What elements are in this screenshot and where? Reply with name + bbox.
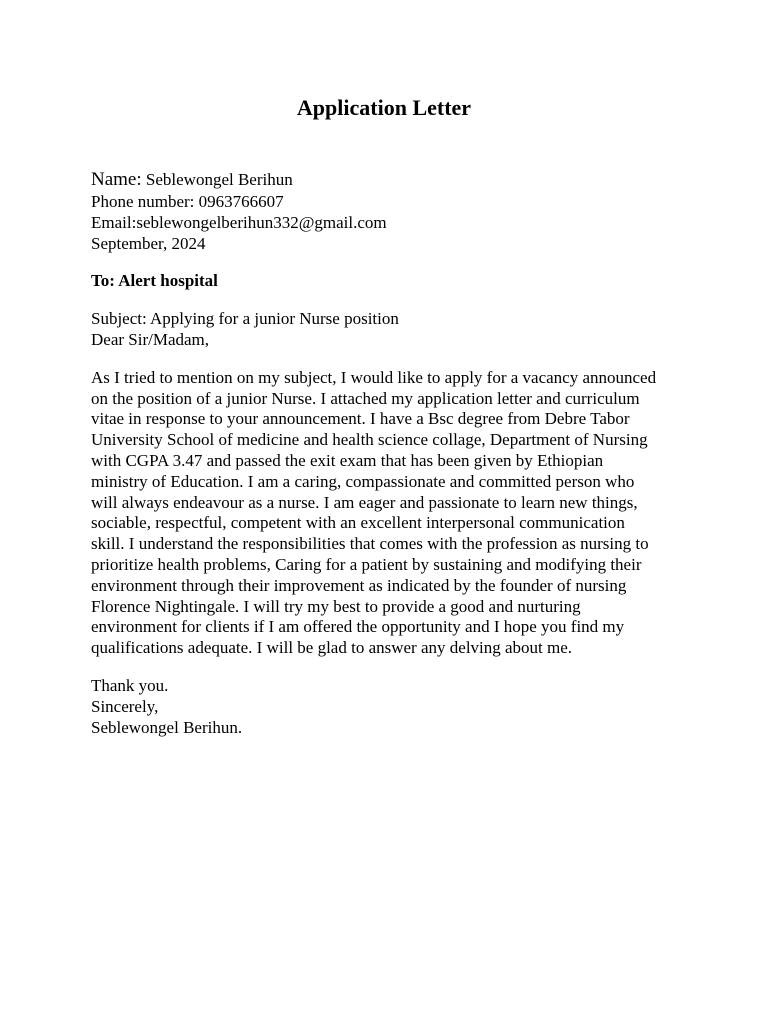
body-line: ministry of Education. I am a caring, compassionate and committed person who (91, 471, 635, 491)
body-line: on the position of a junior Nurse. I attached my application letter and curriculum (91, 388, 640, 408)
body-line: skill. I understand the responsibilities that comes with the profession as nursing to (91, 534, 649, 554)
salutation-line: Dear Sir/Madam, (91, 329, 210, 349)
body-paragraph (91, 368, 691, 659)
name-value: Seblewongel Berihun (141, 170, 293, 189)
signature-name: Seblewongel Berihun. (91, 717, 243, 737)
name-label: Name: (91, 169, 142, 190)
body-line: sociable, respectful, competent with an excellent interpersonal communication (91, 513, 625, 533)
subject-line: Subject: Applying for a junior Nurse position (91, 309, 399, 329)
recipient-line: To: Alert hospital (91, 271, 218, 291)
body-line: with CGPA 3.47 and passed the exit exam that has been given by Ethiopian (91, 450, 604, 470)
name-line (91, 168, 691, 192)
subject-block (91, 309, 691, 351)
date-line: September, 2024 (91, 233, 206, 253)
email-line: Email:seblewongelberihun332@gmail.com (91, 212, 387, 232)
phone-line: Phone number: 0963766607 (91, 192, 284, 211)
body-line: vitae in response to your announcement. I have a Bsc degree from Debre Tabor (91, 409, 630, 429)
letter-title: Application Letter (296, 95, 472, 120)
body-line: Florence Nightingale. I will try my best to provide a good and nurturing (91, 596, 581, 616)
letter-content (91, 168, 691, 738)
body-line: qualifications adequate. I will be glad to answer any delving about me. (91, 638, 573, 658)
closing-block (91, 676, 691, 738)
body-line: will always endeavour as a nurse. I am eager and passionate to learn new things, (91, 492, 638, 512)
body-line: University School of medicine and health science collage, Department of Nursing (91, 430, 648, 450)
thanks-line: Thank you. (91, 675, 169, 695)
body-line: prioritize health problems, Caring for a patient by sustaining and modifying their (91, 554, 642, 574)
body-line: As I tried to mention on my subject, I would like to apply for a vacancy announced (91, 367, 657, 387)
body-line: environment for clients if I am offered the opportunity and I hope you find my (91, 617, 625, 637)
body-line: environment through their improvement as indicated by the founder of nursing (91, 575, 627, 595)
sign-off-line: Sincerely, (91, 696, 159, 716)
